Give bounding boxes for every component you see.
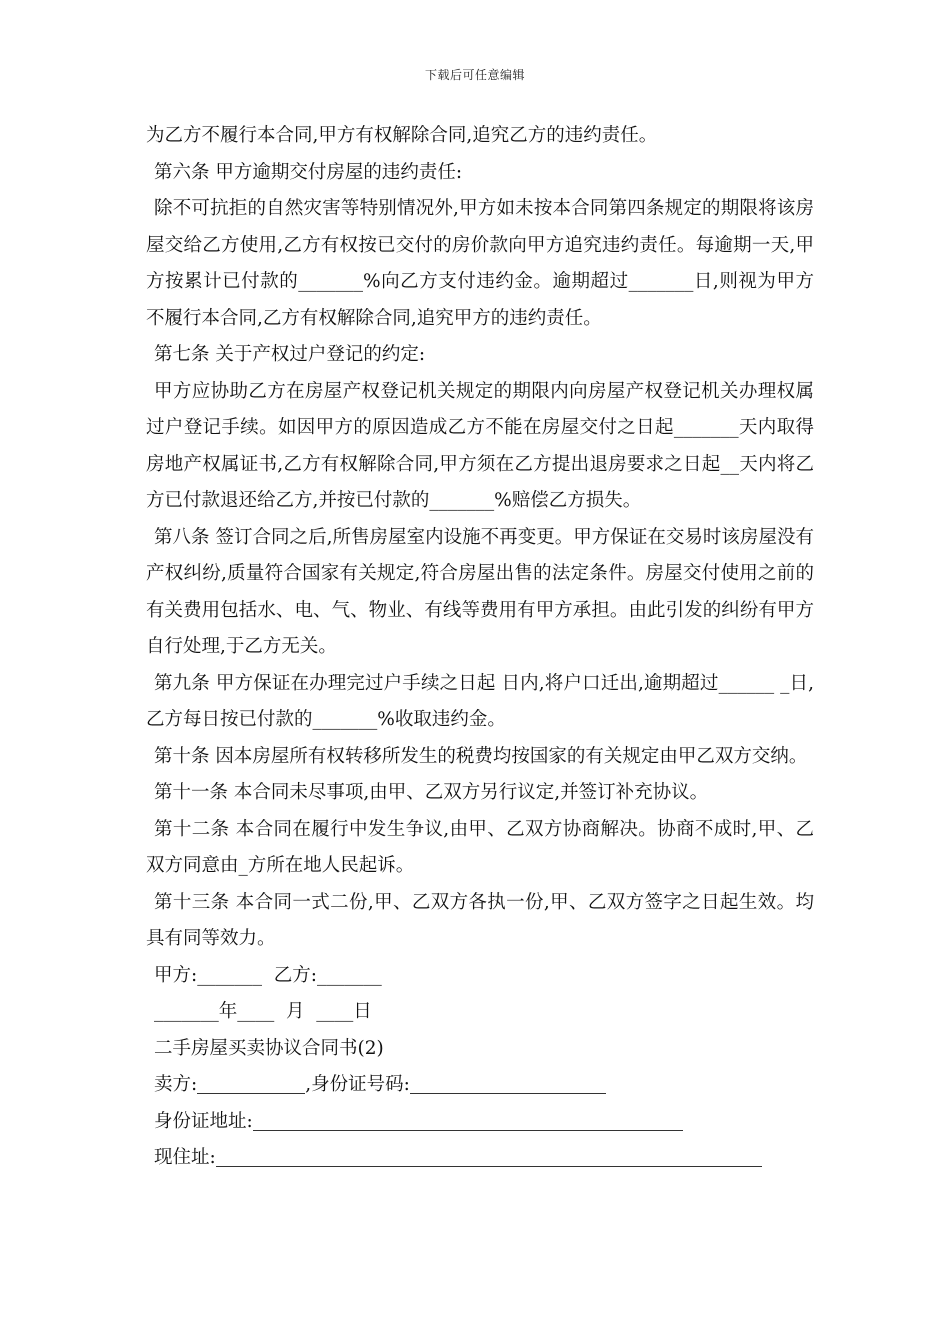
id-address-line: [146, 1104, 814, 1141]
article-7-heading: 第七条 关于产权过户登记的约定:: [154, 344, 426, 365]
id-number-label: ,身份证号码:: [305, 1074, 410, 1095]
current-address-blank: [216, 1146, 762, 1167]
party-a-signature: 甲方:_______: [154, 964, 262, 986]
seller-label: 卖方:: [154, 1074, 198, 1095]
id-address-blank: [253, 1110, 683, 1131]
date-line: _______年____ 月 ____日: [154, 1001, 372, 1022]
id-number-blank: [410, 1073, 606, 1094]
current-address-line: [146, 1140, 814, 1177]
article-7-text: 甲方应协助乙方在房屋产权登记机关规定的期限内向房屋产权登记机关办理权属过户登记手续。如因甲方的原因造成乙方不能在房屋交付之日起_______天内取得房地产权属证书,乙方有权解除合同,甲方须在乙方提出退房要求之日起__天内将乙方已付款退还给乙方,并按已付款的_______%赔偿乙方损失。: [146, 380, 814, 511]
page-header: 下载后可任意编辑: [424, 68, 525, 82]
article-13-text: 第十三条 本合同一式二份,甲、乙双方各执一份,甲、乙双方签字之日起生效。均具有同等效力。: [146, 891, 814, 949]
seller-line: [146, 1067, 814, 1104]
article-6-heading: 第六条 甲方逾期交付房屋的违约责任:: [154, 161, 463, 183]
article-12-text: 第十二条 本合同在履行中发生争议,由甲、乙双方协商解决。协商不成时,甲、乙双方同意由_方所在地人民起诉。: [146, 818, 814, 876]
second-contract-title: 二手房屋买卖协议合同书(2): [154, 1037, 384, 1059]
signature-line: [146, 958, 814, 995]
article-9-text: 第九条 甲方保证在办理完过户手续之日起 日内,将户口迁出,逾期超过______ _日,乙方每日按已付款的_______%收取违约金。: [146, 672, 814, 730]
id-address-label: 身份证地址:: [154, 1110, 253, 1132]
article-8-text: 第八条 签订合同之后,所售房屋室内设施不再变更。甲方保证在交易时该房屋没有产权纠纷,质量符合国家有关规定,符合房屋出售的法定条件。房屋交付使用之前的有关费用包括水、电、气、物业、有线等费用有甲方承担。由此引发的纠纷有甲方自行处理,于乙方无关。: [146, 526, 814, 657]
seller-name-blank: [197, 1073, 305, 1094]
article-10-text: 第十条 因本房屋所有权转移所发生的税费均按国家的有关规定由甲乙双方交纳。: [154, 745, 808, 767]
article-11-text: 第十一条 本合同未尽事项,由甲、乙双方另行议定,并签订补充协议。: [154, 782, 709, 803]
current-address-label: 现住址:: [154, 1147, 216, 1168]
paragraph-continuation: 为乙方不履行本合同,甲方有权解除合同,追究乙方的违约责任。: [146, 125, 658, 146]
article-6-text: 除不可抗拒的自然灾害等特别情况外,甲方如未按本合同第四条规定的期限将该房屋交给乙方使用,乙方有权按已交付的房价款向甲方追究违约责任。每逾期一天,甲方按累计已付款的_______%向乙方支付违约金。逾期超过_______日,则视为甲方不履行本合同,乙方有权解除合同,追究甲方的违约责任。: [146, 198, 814, 329]
contract-body: [146, 118, 814, 1177]
party-b-signature: 乙方:_______: [273, 964, 382, 986]
